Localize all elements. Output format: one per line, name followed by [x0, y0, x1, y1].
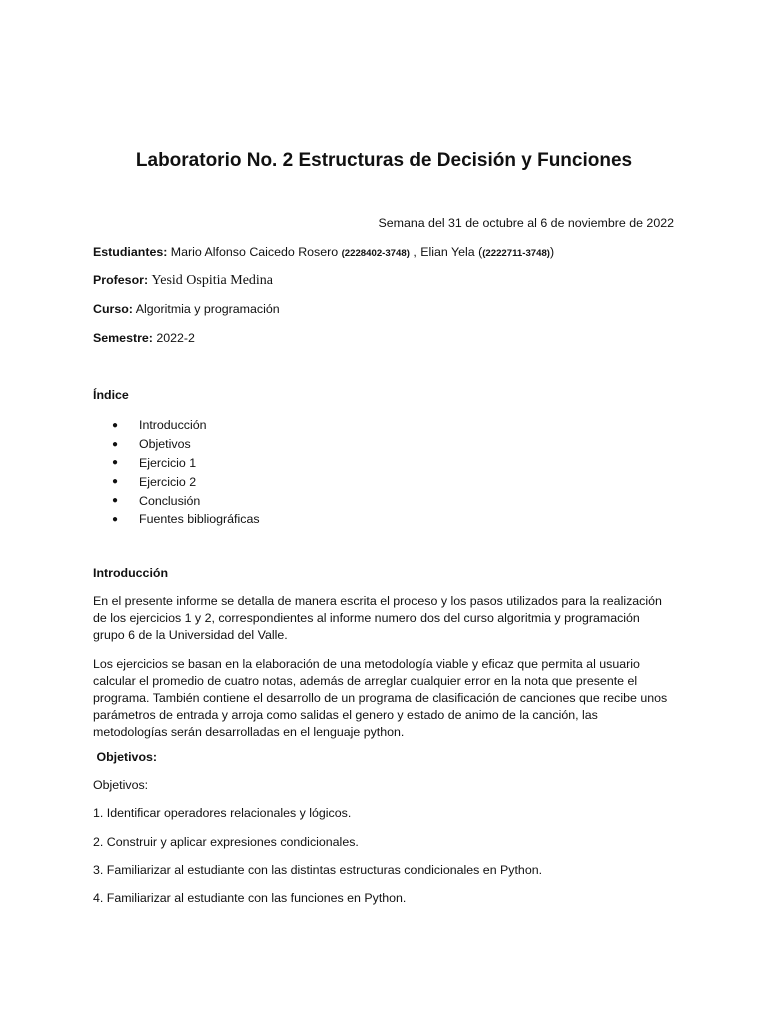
professor-line: [93, 273, 273, 289]
professor-name: Yesid Ospitia Medina: [151, 273, 274, 288]
index-item: ● Conclusión: [112, 493, 201, 508]
index-heading: Índice: [93, 388, 129, 402]
index-item: ● Objetivos: [112, 437, 191, 452]
index-list: [112, 416, 260, 529]
document-title: Laboratorio No. 2 Estructuras de Decisión y Funciones: [135, 150, 633, 171]
student-name-2: , Elian Yela: [409, 245, 479, 259]
students-label: Estudiantes:: [93, 245, 168, 259]
week-line: Semana del 31 de octubre al 6 de noviembre de 2022: [378, 216, 674, 230]
intro-heading: Introducción: [93, 566, 169, 580]
objectives-subheading: Objetivos:: [93, 778, 149, 792]
course-label: Curso:: [93, 302, 133, 316]
index-item: ● Introducción: [112, 418, 207, 433]
bullet-icon: ●: [112, 513, 119, 525]
bullet-icon: ●: [112, 476, 119, 488]
bullet-icon: ●: [112, 495, 119, 507]
objectives-heading: Objetivos:: [93, 750, 158, 764]
index-item: ● Ejercicio 2: [112, 474, 197, 489]
objective-item: 3. Familiarizar al estudiante con las distintas estructuras condicionales en Python.: [93, 863, 543, 877]
student-code-2: ((2222711-3748): [478, 245, 550, 259]
bullet-icon: ●: [112, 457, 119, 469]
intro-paragraph-2: Los ejercicios se basan en la elaboración de una metodología viable y eficaz que permita al usuario calcular el promedio de cuatro notas, además de arreglar cualquier error en la nota que presente el programa. También contiene el desarrollo de un programa de clasificación de canciones que recibe unos parámetros de entrada y arroja como salidas el genero y estado de animo de la canción, las metodologías serán desarrolladas en el lenguaje python.: [93, 657, 668, 739]
students-line: [93, 245, 554, 259]
course-value: Algoritmia y programación: [132, 302, 280, 316]
course-line: [93, 302, 280, 316]
semester-label: Semestre:: [93, 331, 153, 345]
semester-line: [93, 331, 195, 345]
index-item: ● Ejercicio 1: [112, 455, 197, 470]
bullet-icon: ●: [112, 438, 119, 450]
bullet-icon: ●: [112, 419, 119, 431]
semester-value: 2022-2: [152, 331, 195, 345]
index-item: ● Fuentes bibliográficas: [112, 512, 260, 527]
professor-label: Profesor:: [93, 273, 149, 287]
objective-item: 4. Familiarizar al estudiante con las funciones en Python.: [93, 891, 407, 905]
student-code-1: (2228402-3748): [341, 248, 410, 259]
intro-paragraph-1: En el presente informe se detalla de manera escrita el proceso y los pasos utilizados para la realización de los ejercicios 1 y 2, correspondientes al informe numero dos del curso algoritmia y programación grupo 6 de la Universidad del Valle.: [93, 594, 662, 642]
objective-item: 1. Identificar operadores relacionales y lógicos.: [93, 806, 352, 820]
objective-item: 2. Construir y aplicar expresiones condicionales.: [93, 835, 359, 849]
student-name-1: Mario Alfonso Caicedo Rosero: [167, 245, 342, 259]
students-close: ): [549, 245, 555, 259]
